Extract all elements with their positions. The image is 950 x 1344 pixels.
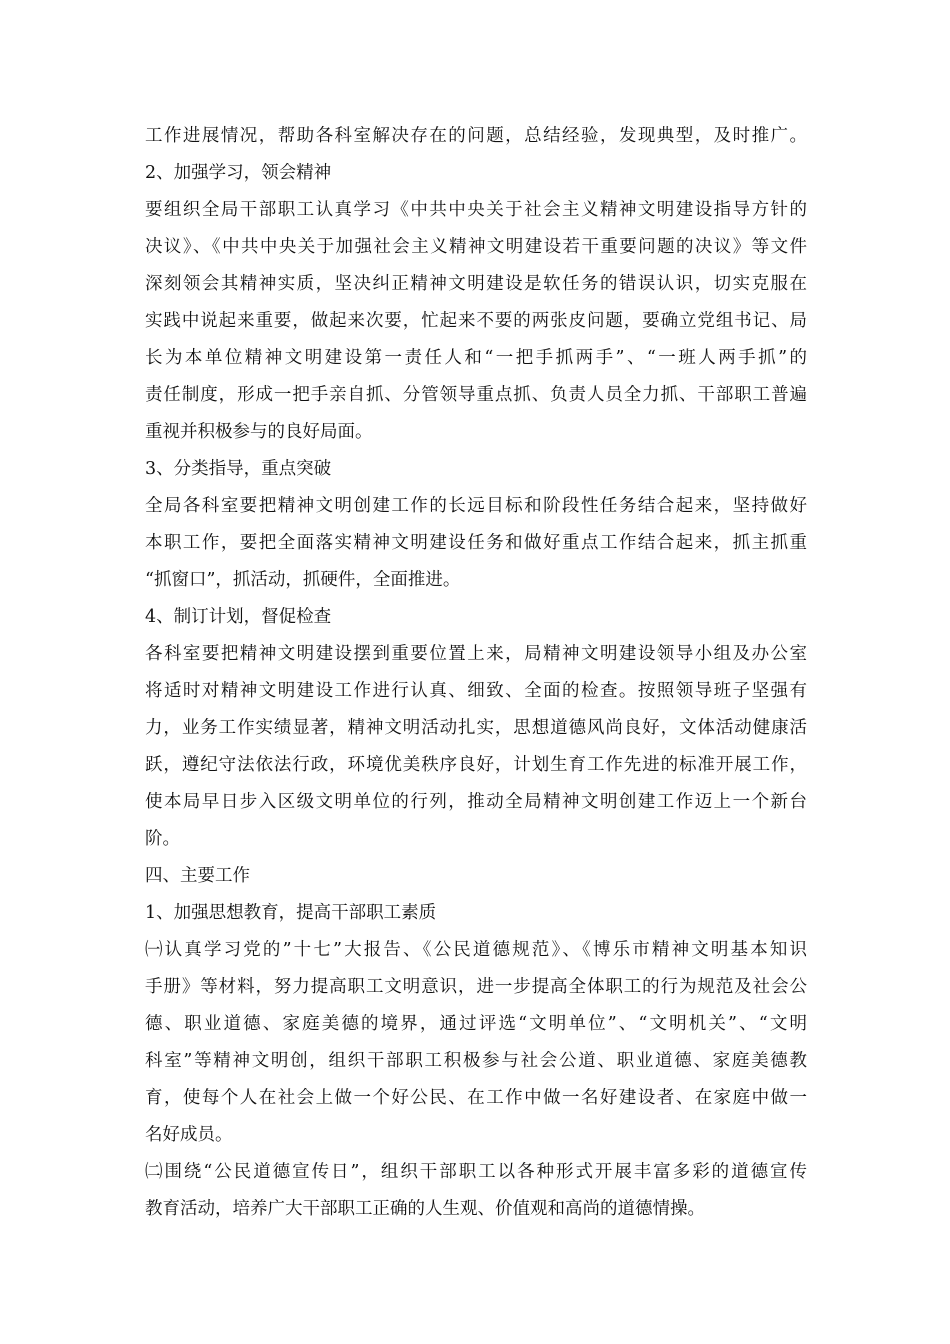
text-line: 本职工作，要把全面落实精神文明建设任务和做好重点工作结合起来，抓主抓重 [145,533,807,553]
text-line: 责任制度，形成一把手亲自抓、分管领导重点抓、负责人员全力抓、干部职工普遍 [145,385,807,405]
text-line: 科室”等精神文明创，组织干部职工积极参与社会公道、职业道德、家庭美德教 [145,1051,807,1071]
document-body [145,118,807,1228]
text-line: 要组织全局干部职工认真学习《中共中央关于社会主义精神文明建设指导方针的 [145,200,807,220]
text-line: 各科室要把精神文明建设摆到重要位置上来，局精神文明建设领导小组及办公室 [145,644,807,664]
text-line: 决议》、《中共中央关于加强社会主义精神文明建设若干重要问题的决议》等文件 [145,237,807,257]
text-line: 名好成员。 [145,1125,233,1145]
chapter-heading: 四、主要工作 [145,866,250,886]
section-heading: 1、加强思想教育，提高干部职工素质 [145,903,437,923]
text-line: 手册》等材料，努力提高职工文明意识，进一步提高全体职工的行为规范及社会公 [145,977,807,997]
document-page [145,118,807,1228]
text-line: ㈡围绕“公民道德宣传日”，组织干部职工以各种形式开展丰富多彩的道德宣传 [145,1162,807,1182]
section-heading: 3、分类指导，重点突破 [145,459,332,479]
text-line: 跃，遵纪守法依法行政，环境优美秩序良好，计划生育工作先进的标准开展工作， [145,755,807,775]
section-heading: 4、制订计划，督促检查 [145,607,332,627]
text-line: 力，业务工作实绩显著，精神文明活动扎实，思想道德风尚良好，文体活动健康活 [145,718,807,738]
text-line: 全局各科室要把精神文明创建工作的长远目标和阶段性任务结合起来，坚持做好 [145,496,807,516]
text-line: 德、职业道德、家庭美德的境界，通过评选“文明单位”、“文明机关”、“文明 [145,1014,807,1034]
text-line: 教育活动，培养广大干部职工正确的人生观、价值观和高尚的道德情操。 [145,1199,705,1219]
section-heading: 2、加强学习，领会精神 [145,163,332,183]
text-line: 育，使每个人在社会上做一个好公民、在工作中做一名好建设者、在家庭中做一 [145,1088,807,1108]
text-line: 重视并积极参与的良好局面。 [145,422,373,442]
text-line: “抓窗口”，抓活动，抓硬件，全面推进。 [145,570,461,590]
text-line: 将适时对精神文明建设工作进行认真、细致、全面的检查。按照领导班子坚强有 [145,681,807,701]
text-line: 使本局早日步入区级文明单位的行列，推动全局精神文明创建工作迈上一个新台 [145,792,807,812]
text-line: 工作进展情况，帮助各科室解决存在的问题，总结经验，发现典型，及时推广。 [145,126,807,146]
text-line: 长为本单位精神文明建设第一责任人和“一把手抓两手”、“一班人两手抓”的 [145,348,807,368]
text-line: 实践中说起来重要，做起来次要，忙起来不要的两张皮问题，要确立党组书记、局 [145,311,807,331]
text-line: 阶。 [145,829,180,849]
text-line: ㈠认真学习党的”十七”大报告、《公民道德规范》、《博乐市精神文明基本知识 [145,940,807,960]
text-line: 深刻领会其精神实质，坚决纠正精神文明建设是软任务的错误认识，切实克服在 [145,274,807,294]
